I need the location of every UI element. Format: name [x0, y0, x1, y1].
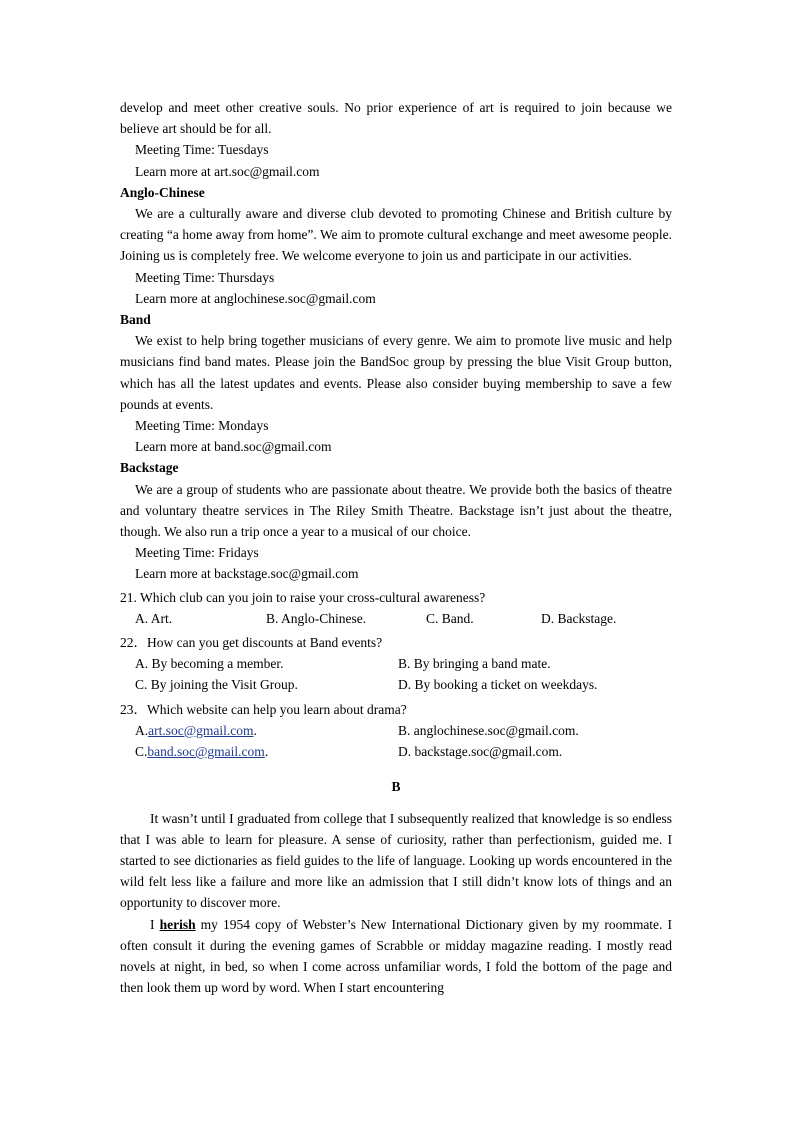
- q23-option-d: D. backstage.soc@gmail.com.: [398, 744, 563, 760]
- q22-option-b: B. By bringing a band mate.: [398, 656, 551, 672]
- band-contact: Learn more at band.soc@gmail.com: [135, 439, 332, 455]
- exam-page: [120, 97, 672, 998]
- section-b-paragraph-1: It wasn’t until I graduated from college that I subsequently realized that knowledge is so endless that I was able to learn for pleasure. A sense of curiosity, rather than perfectionism, guided me. I started to see dictionaries as field guides to the life of language. Looking up words encountered in the wild felt less like a failure and more like an admission that I still didn’t know lots of things and an opportunity to discover more.: [120, 810, 672, 911]
- question-22-options-row1: [120, 653, 672, 674]
- art-description: develop and meet other creative souls. No prior experience of art is required to join because we believe art should be for all.: [120, 100, 672, 137]
- backstage-description: We are a group of students who are passionate about theatre. We provide both the basics of theatre and voluntary theatre services in The Riley Smith Theatre. Backstage isn’t just about the theatre, though. We also run a trip once a year to a musical of our choice.: [120, 481, 672, 540]
- anglo-chinese-meeting-time: Meeting Time: Thursdays: [135, 269, 275, 285]
- q23-option-a: [135, 720, 398, 741]
- p2-lead: I: [150, 916, 160, 932]
- club-title-anglo-chinese: Anglo-Chinese: [120, 184, 205, 200]
- q21-option-c: C. Band.: [426, 610, 474, 626]
- q23-option-c-letter: C.: [135, 744, 148, 760]
- club-title-band: Band: [120, 312, 151, 328]
- q22-option-a: A. By becoming a member.: [135, 656, 284, 672]
- question-21-options: [120, 608, 672, 629]
- q21-option-d: D. Backstage.: [541, 610, 617, 626]
- question-21-stem: 21. Which club can you join to raise your cross-cultural awareness?: [120, 589, 486, 605]
- question-23-options-row2: [120, 741, 672, 762]
- question-22-options-row2: [120, 674, 672, 695]
- backstage-contact: Learn more at backstage.soc@gmail.com: [135, 566, 359, 582]
- section-b-paragraph-2: [120, 914, 672, 999]
- q23-option-a-letter: A.: [135, 722, 149, 738]
- art-meeting-time: Meeting Time: Tuesdays: [135, 142, 269, 158]
- q21-option-b: B. Anglo-Chinese.: [266, 610, 367, 626]
- backstage-meeting-time: Meeting Time: Fridays: [135, 545, 259, 561]
- anglo-chinese-description: We are a culturally aware and diverse club devoted to promoting Chinese and British culture by creating “a home away from home”. We aim to promote cultural exchange and meet awesome people. Joining us is completely free. We welcome everyone to join us and participate in our activities.: [120, 206, 672, 264]
- club-title-backstage: Backstage: [120, 460, 179, 476]
- q23-option-a-period: .: [253, 722, 257, 738]
- question-22-stem: 22．How can you get discounts at Band events?: [120, 635, 383, 651]
- q23-option-c-link[interactable]: band.soc@gmail.com: [147, 744, 265, 760]
- question-23-stem: 23．Which website can help you learn about drama?: [120, 701, 407, 717]
- q23-option-c: [135, 741, 398, 762]
- band-description: We exist to help bring together musicians of every genre. We aim to promote live music and help musicians find band mates. Please join the BandSoc group by pressing the blue Visit Group button, which has all the latest updates and events. Please also consider buying membership to save a few pounds at events.: [120, 333, 672, 412]
- band-meeting-time: Meeting Time: Mondays: [135, 418, 269, 434]
- section-b-heading: B: [391, 779, 401, 795]
- q22-option-d: D. By booking a ticket on weekdays.: [398, 677, 598, 693]
- q23-option-c-period: .: [264, 744, 269, 760]
- q23-option-b: B. anglochinese.soc@gmail.com.: [398, 722, 579, 738]
- art-contact: Learn more at art.soc@gmail.com: [135, 163, 320, 179]
- q23-option-a-link[interactable]: art.soc@gmail.com: [148, 722, 254, 738]
- q21-option-a: A. Art.: [135, 610, 173, 626]
- p2-body: my 1954 copy of Webster’s New International Dictionary given by my roommate. I often consult it during the evening games of Scrabble or midday magazine reading. I mostly read novels at night, in bed, so when I come across unfamiliar words, I fold the bottom of the page and then look them up word by word. When I start encountering: [120, 916, 672, 996]
- underlined-word: herish: [159, 916, 196, 932]
- q22-option-c: C. By joining the Visit Group.: [135, 677, 298, 693]
- question-23-options-row1: [120, 720, 672, 741]
- anglo-chinese-contact: Learn more at anglochinese.soc@gmail.com: [135, 290, 376, 306]
